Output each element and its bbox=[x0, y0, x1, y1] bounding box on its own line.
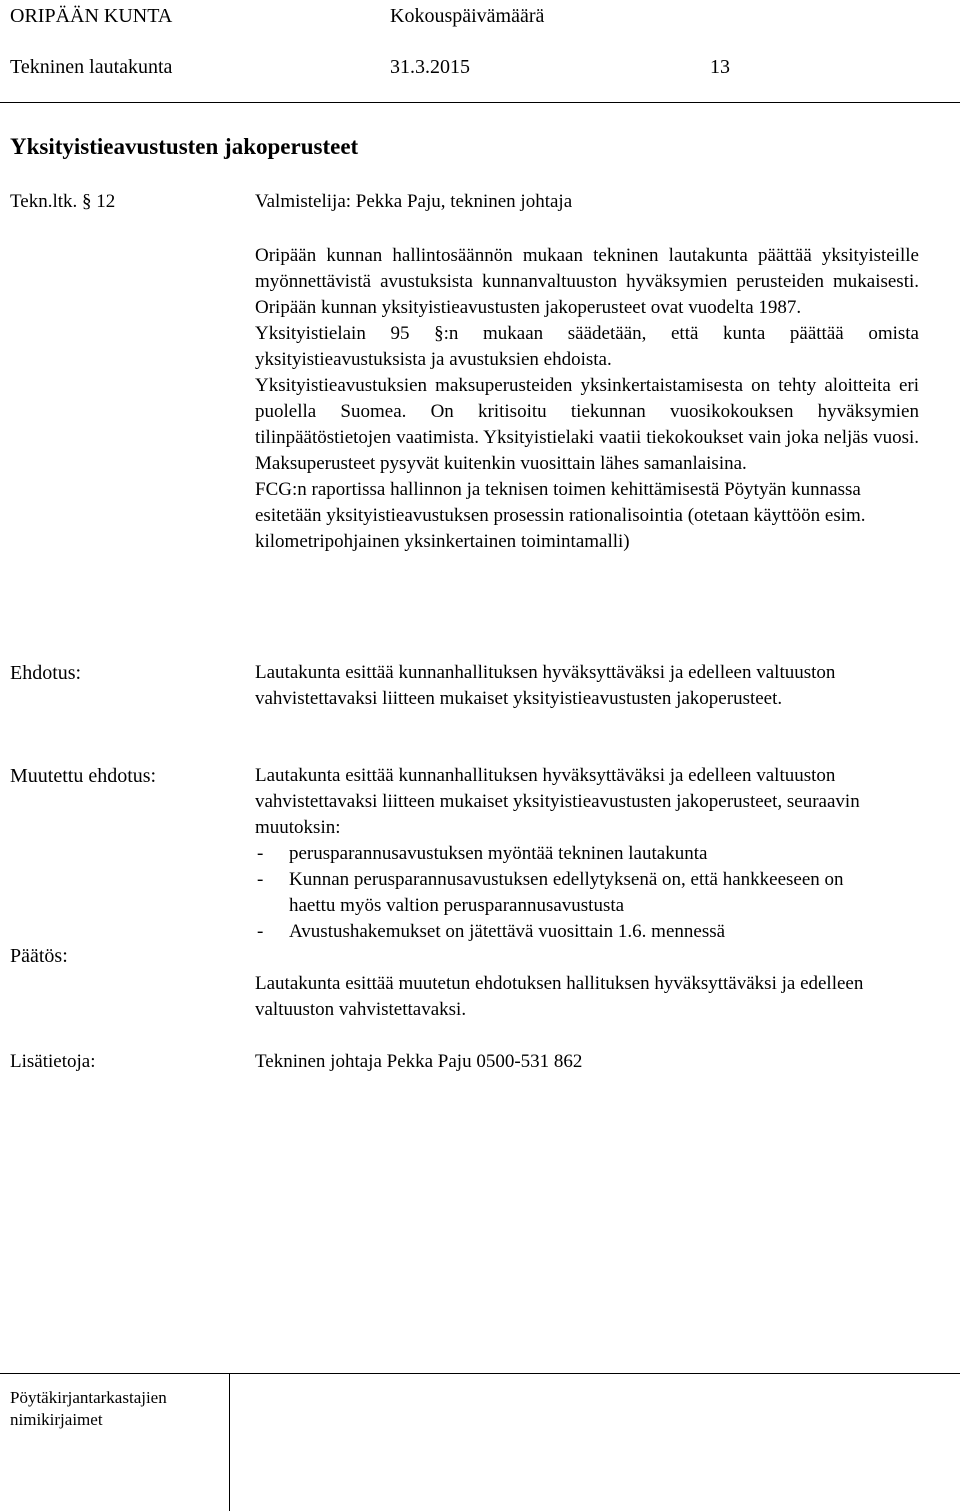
info-text: Tekninen johtaja Pekka Paju 0500-531 862 bbox=[255, 1051, 583, 1072]
footer-top-rule bbox=[0, 1373, 960, 1374]
list-item: - Kunnan perusparannusavustuksen edellytyksenä on, että hankkeeseen on haettu myös valtion perusparannusavustusta bbox=[257, 869, 844, 916]
paragraph-1: Oripään kunnan hallintosäännön mukaan tekninen lautakunta päättää yksityisteille myönnettävistä avustuksista kunnanvaltuuston hyväksymien perusteiden mukaisesti. Oripään kunnan yksityistieavustusten jakoperusteet ovat vuodelta 1987. bbox=[255, 245, 919, 318]
committee-name: Tekninen lautakunta bbox=[10, 56, 173, 78]
footer-divider bbox=[229, 1373, 230, 1511]
amended-proposal bbox=[255, 763, 919, 945]
decision-label: Päätös: bbox=[10, 945, 68, 967]
list-item-text: perusparannusavustuksen myöntää tekninen lautakunta bbox=[289, 843, 708, 864]
proposal-label: Ehdotus: bbox=[10, 662, 82, 684]
proposal-text: Lautakunta esittää kunnanhallituksen hyväksyttäväksi ja edelleen valtuuston vahvistettavaksi liitteen mukaiset yksityistieavustusten jakoperusteet. bbox=[255, 662, 836, 709]
amended-proposal-text: Lautakunta esittää kunnanhallituksen hyväksyttäväksi ja edelleen valtuuston vahvistettavaksi liitteen mukaiset yksityistieavustusten jakoperusteet, seuraavin muutoksin: bbox=[255, 765, 860, 838]
info-label: Lisätietoja: bbox=[10, 1051, 96, 1072]
paragraph-2: Yksityistielain 95 §:n mukaan säädetään, että kunta päättää omista yksityistieavustuksista ja avustuksien ehdoista. bbox=[255, 323, 919, 370]
page-number: 13 bbox=[710, 56, 730, 78]
amended-proposal-label: Muutettu ehdotus: bbox=[10, 765, 157, 787]
header-divider bbox=[0, 102, 960, 103]
body-text bbox=[255, 243, 919, 555]
paragraph-3: Yksityistieavustuksien maksuperusteiden yksinkertaistamisesta on tehty aloitteita eri puolella Suomea. On kritisoitu tiekunnan vuosikokouksen hyväksymien tilinpäätöstietojen vaatimista. Yksityistielaki vaatii tiekokoukset vain joka neljäs vuosi. Maksuperusteet pysyvät kuitenkin vuosittain lähes samanlaisina. bbox=[255, 375, 919, 474]
list-item-text: Avustushakemukset on jätettävä vuosittain 1.6. mennessä bbox=[289, 921, 726, 942]
footer-box bbox=[0, 1373, 960, 1511]
municipality-name: ORIPÄÄN KUNTA bbox=[10, 5, 173, 27]
decision-text: Lautakunta esittää muutetun ehdotuksen hallituksen hyväksyttäväksi ja edelleen valtuuston vahvistettavaksi. bbox=[255, 973, 864, 1020]
list-item: - Avustushakemukset on jätettävä vuosittain 1.6. mennessä bbox=[257, 921, 726, 942]
list-item-text: Kunnan perusparannusavustuksen edellytyksenä on, että hankkeeseen on haettu myös valtion perusparannusavustusta bbox=[289, 869, 844, 916]
meeting-date: 31.3.2015 bbox=[390, 56, 470, 78]
paragraph-4: FCG:n raportissa hallinnon ja teknisen toimen kehittämisestä Pöytyän kunnassa esitetään yksityistieavustuksen prosessin rationalisointia (otetaan käyttöön esim. kilometripohjainen yksinkertainen toimintamalli) bbox=[255, 479, 866, 552]
preparer: Valmistelija: Pekka Paju, tekninen johtaja bbox=[255, 191, 573, 212]
page-title: Yksityistieavustusten jakoperusteet bbox=[10, 134, 359, 159]
list-item: - perusparannusavustuksen myöntää tekninen lautakunta bbox=[257, 843, 708, 864]
footer-label: Pöytäkirjantarkastajien nimikirjaimet bbox=[10, 1388, 167, 1429]
meeting-date-label: Kokouspäivämäärä bbox=[390, 5, 545, 27]
item-reference: Tekn.ltk. § 12 bbox=[10, 191, 116, 212]
